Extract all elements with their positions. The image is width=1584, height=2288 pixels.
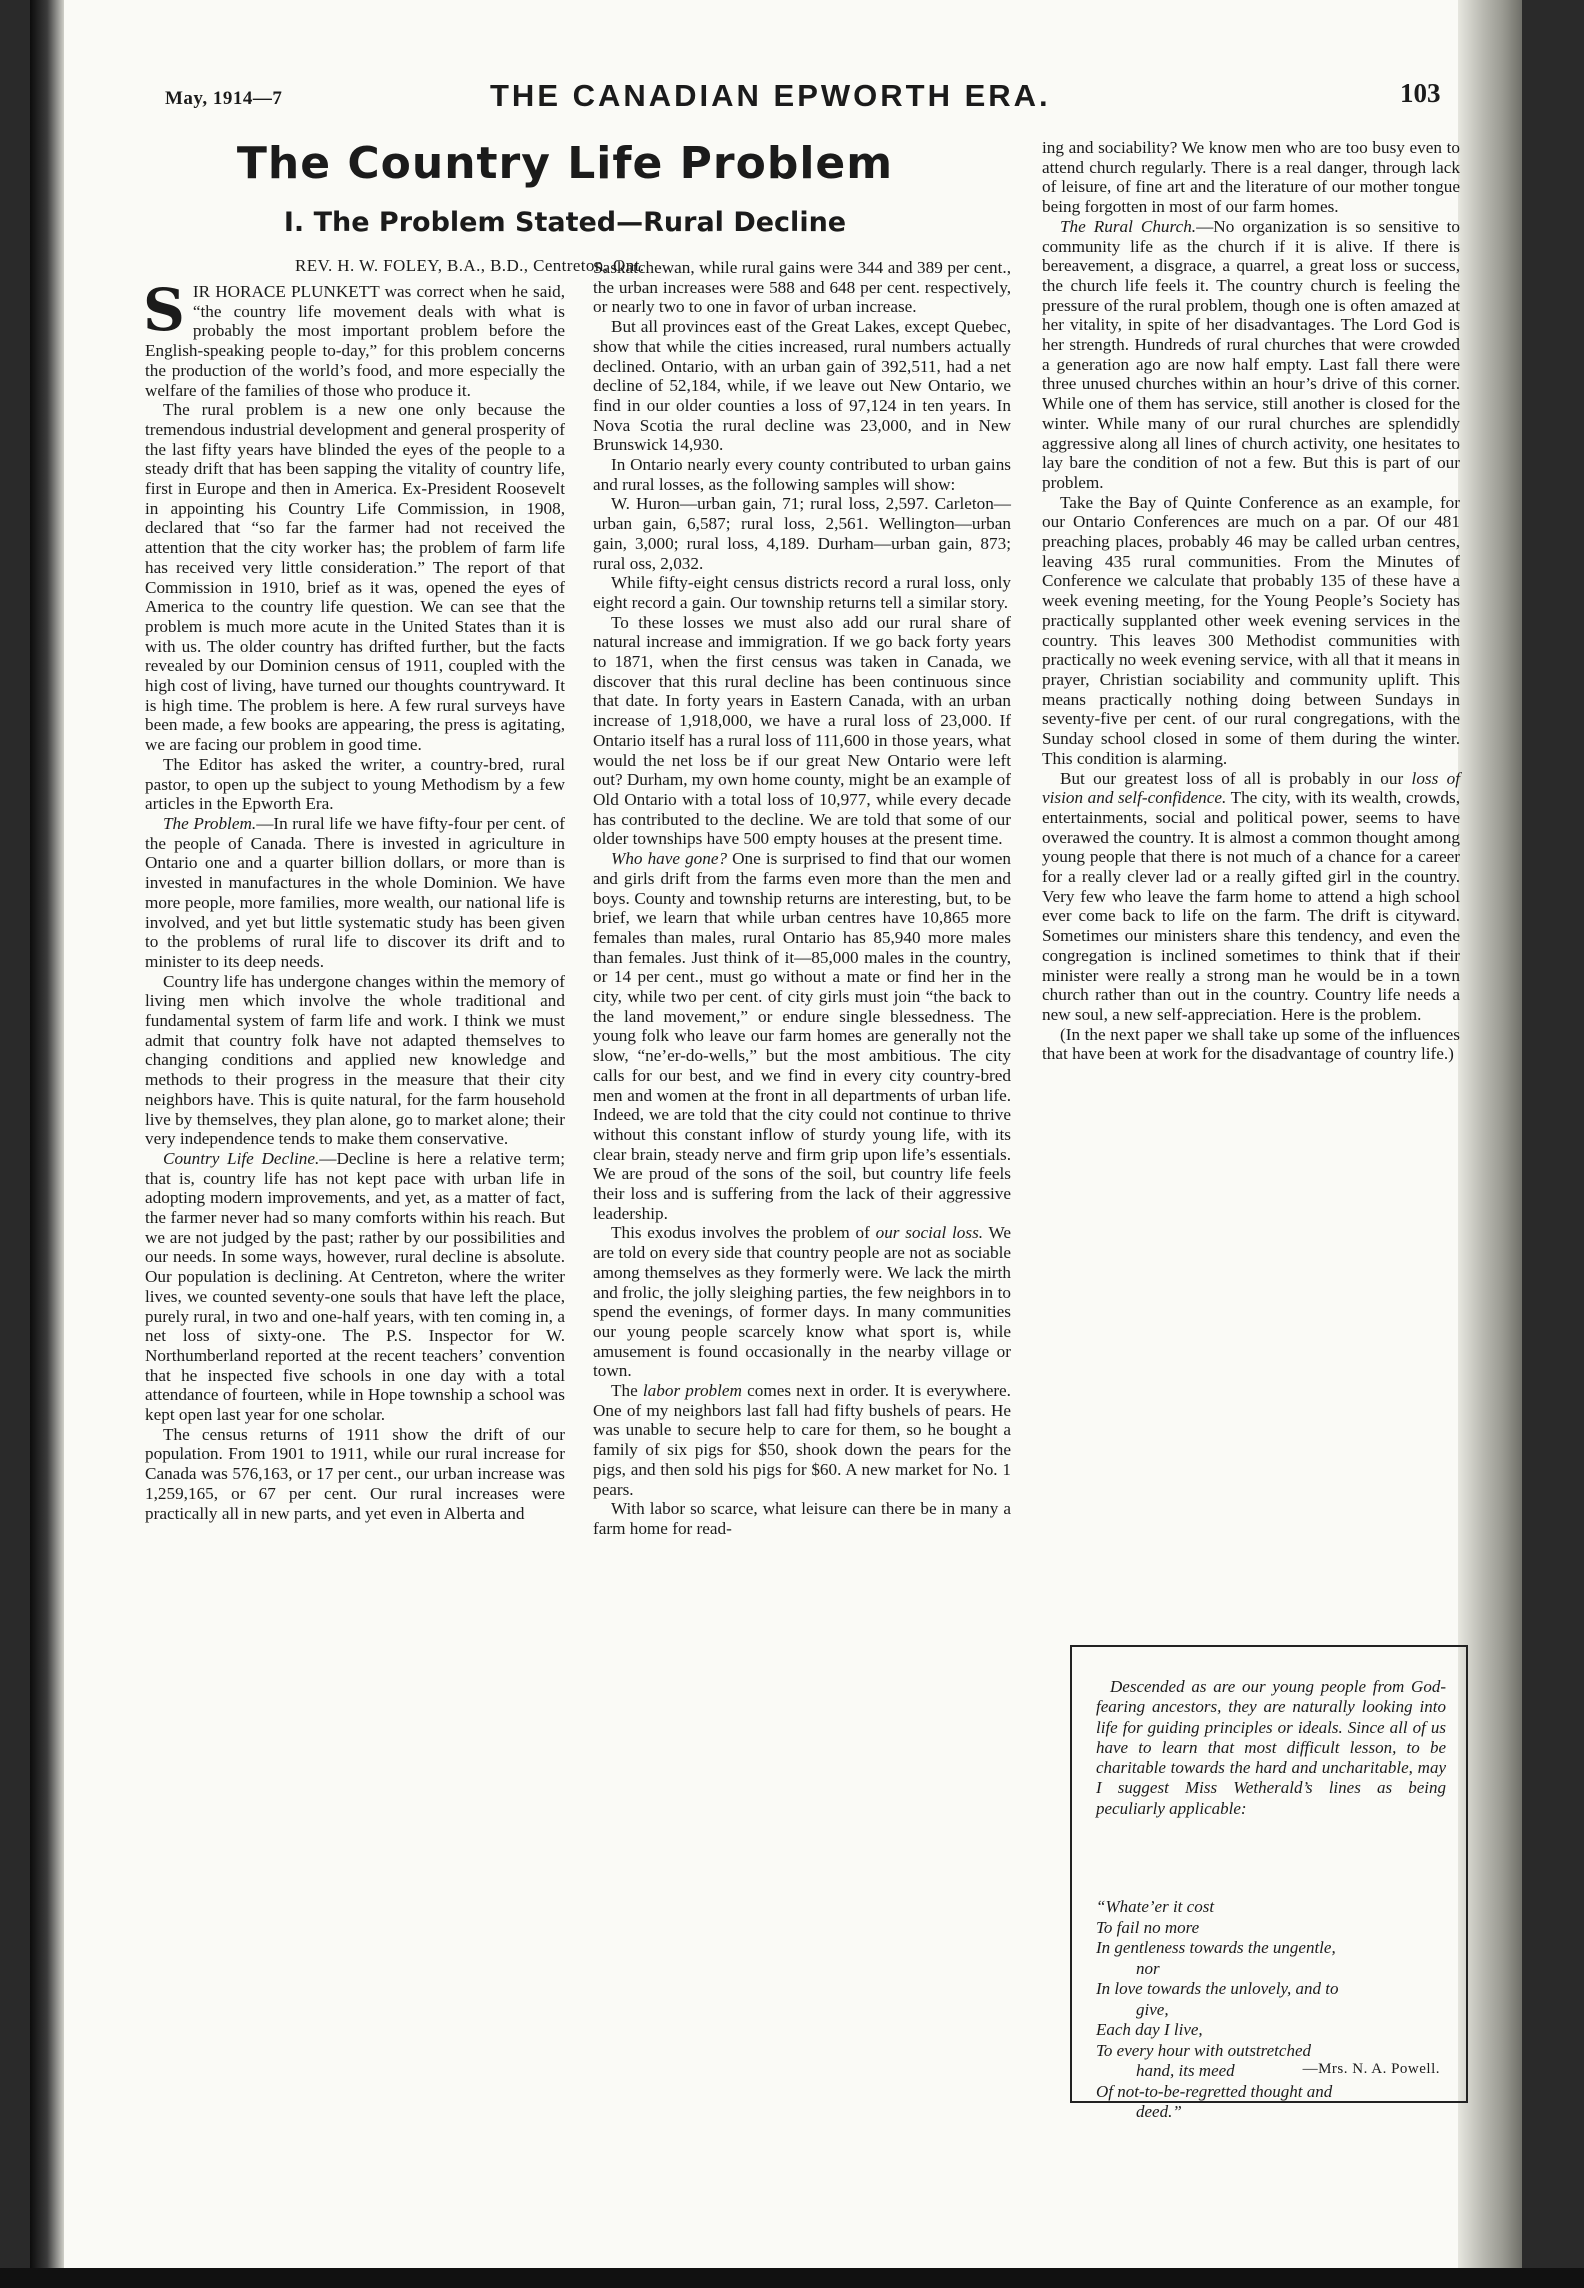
section-label: labor problem — [642, 1381, 742, 1401]
paragraph: The Editor has asked the writer, a country-bred, rural pastor, to open up the subject to young Methodism by a few articles in the Epworth Era. — [145, 754, 565, 814]
paragraph: To these losses we must also add our rural share of natural increase and immigration. If we go back forty years to 1871, when the first census was taken in Canada, we discover that this rural decline has been continuous since that date. In forty years in Eastern Canada, with an urban increase of 1,918,000, we have a rural loss of 23,000. If Ontario itself has a rural loss of 111,600 in those years, what would the net loss be if our great New Ontario were left out? Durham, my own home county, might be an example of Old Ontario with a total loss of 10,977, while every decade has contributed to the decline. We are told that some of our older townships have 500 empty houses at the present time. — [593, 612, 1011, 849]
section-label: our social loss. — [875, 1223, 984, 1243]
paragraph — [145, 814, 565, 972]
paragraph: The census returns of 1911 show the drift of our population. From 1901 to 1911, while our rural increase for Canada was 576,163, or 17 per cent., our urban increase was 1,259,165, or 67 per cent. Our rural increases were practically all in new parts, and yet even in Alberta and — [145, 1424, 565, 1523]
poem-box — [1070, 1645, 1468, 2121]
section-label: Country Life Decline. — [163, 1148, 320, 1168]
poem-lines — [1096, 1897, 1456, 2123]
poem-line: To fail no more — [1096, 1917, 1200, 1937]
poem-line: deed.” — [1136, 2102, 1182, 2121]
poem-intro: Descended as are our young people from God-fearing ancestors, they are naturally looking into life for guiding principles or ideals. Since all of us have to learn that most difficult lesson, to be charitable towards the hard and uncharitable, may I suggest Miss Wetherald’s lines as being peculiarly applicable: — [1096, 1677, 1446, 1818]
paragraph: Country life has undergone changes within the memory of living men which involve the whole traditional and fundamental system of farm life and work. I think we must admit that country folk have not adapted themselves to changing conditions and applied new knowledge and methods to their progress in the measure that their city neighbors have. This is quite natural, for the farm household live by themselves, they plan alone, go to market alone; their very independence tends to make them conservative. — [145, 971, 565, 1149]
paragraph: W. Huron—urban gain, 71; rural loss, 2,597. Carleton—urban gain, 6,587; rural loss, 2,561. Wellington—urban gain, 3,000; rural loss, 4,189. Durham—urban gain, 873; rural oss, 2,032. — [593, 494, 1011, 573]
poem-line: Each day I live, — [1096, 2020, 1203, 2039]
paragraph-text: This exodus involves the problem of — [611, 1223, 876, 1243]
drop-cap: S — [143, 276, 185, 344]
paragraph — [1042, 217, 1460, 493]
section-label: The Problem. — [163, 813, 257, 833]
paragraph-text: But our greatest loss of all is probably in our — [1060, 768, 1412, 788]
paragraph-text: comes next in order. It is everywhere. One of my neighbors last fall had fifty bushels of pears. He was unable to secure help to care for them, so he bought a family of six pigs for $50, shook down the pears for the pigs, and then sold his pigs for $60. A new market for No. 1 pears. — [593, 1381, 1011, 1499]
paragraph: While fifty-eight census districts record a rural loss, only eight record a gain. Our township returns tell a similar story. — [593, 573, 1011, 612]
poem-line: In gentleness towards the ungentle, — [1096, 1938, 1336, 1957]
poem-line: Of not-to-be-regretted thought and — [1096, 2081, 1333, 2101]
section-label: Who have gone? — [611, 849, 728, 869]
paragraph-text: We are told on every side that country people are not as sociable among themselves as they formerly were. We lack the mirth and frolic, the jolly sleighing parties, the few neighbors in to spend the evenings, of former days. In many communities our young people scarcely know what sport is, while amusement is found occasionally in the nearby village or town. — [593, 1223, 1011, 1381]
paragraph — [593, 1223, 1011, 1381]
paragraph-text: IR HORACE PLUNKETT was correct when he said, “the country life movement deals with what is probably the most important problem before the English-speaking people to-day,” for this problem concerns the production of the world’s food, and more especially the welfare of the families of those who produce it. — [145, 282, 565, 400]
paragraph-text: The city, with its wealth, crowds, entertainments, social and political power, seems to have overawed the country. It is almost a common thought among young people that there is not much of a chance for a career for a really clever lad or a really gifted girl in the country. Very few who leave the farm home to attend a high school ever come back to life on the farm. The drift is cityward. Sometimes our ministers share this tendency, and even the congregation is inclined sometimes to think that if their minister were really a strong man he would be in a town church rather than out in the country. Country life needs a new soul, a new self-appreciation. Here is the problem. — [1042, 788, 1460, 1024]
section-label: The Rural Church. — [1060, 216, 1197, 236]
paragraph: Take the Bay of Quinte Conference as an example, for our Ontario Conferences are much on a par. Of our 481 preaching places, probably 46 may be called urban centres, leaving 435 rural communities. From the Minutes of Conference we calculate that probably 135 of these have a week evening meeting, for the Young People’s Society has practically supplanted other week evening services in the country. This leaves 300 Methodist communities with practically no week evening service, with all that it means in prayer, Christian sociability and community uplift. This means practically nothing doing between Sundays in seventy-five per cent. of our rural congregations, with the Sunday school closed in some of them during the winter. This condition is alarming. — [1042, 492, 1460, 768]
article-column-3 — [1042, 138, 1460, 1064]
paragraph-text: The — [611, 1381, 643, 1401]
paragraph: ing and sociability? We know men who are too busy even to attend church regularly. There is a real danger, through lack of leisure, of fine art and the literature of our mother tongue being forgotten in most of our farm homes. — [1042, 138, 1460, 217]
paragraph: But all provinces east of the Great Lakes, except Quebec, show that while the cities increased, rural numbers actually declined. Ontario, with an urban gain of 392,511, had a net decline of 52,184, while, if we leave out New Ontario, we find in our older counties a loss of 97,124 in ten years. In Nova Scotia the rural decline was 23,000, and in New Brunswick 14,930. — [593, 317, 1011, 455]
paragraph: The rural problem is a new one only because the tremendous industrial development and general prosperity of the last fifty years have blinded the eyes of the people to a steady drift that has been sapping the vitality of country life, first in Europe and then in America. Ex-President Roosevelt in appointing his Country Life Commission, in 1908, declared that “so far the farmer had not received the attention that the city worker has; the problem of farm life has received very little consideration.” The report of that Commission in 1910, brief as it was, opened the eyes of America to the country life question. We can see that the problem is much more acute in the United States than it is with us. The older country has drifted further, but the facts revealed by our Dominion census of 1911, coupled with the high cost of living, have turned our thoughts countryward. It is high time. The problem is here. A few rural surveys have been made, a few books are appearing, the press is agitating, we are facing our problem in good time. — [145, 400, 565, 755]
poem-line: hand, its meed — [1136, 2061, 1235, 2080]
paragraph — [145, 1149, 565, 1425]
issue-date: May, 1914—7 — [165, 88, 283, 109]
article-subtitle: I. The Problem Stated—Rural Decline — [283, 207, 847, 238]
paragraph: (In the next paper we shall take up some of the influences that have been at work for the disadvantage of country life.) — [1042, 1024, 1460, 1064]
poem-line: In love towards the unlovely, and to — [1096, 1979, 1339, 1998]
magazine-page — [30, 0, 1522, 2268]
scan-border — [0, 2268, 1584, 2288]
paragraph — [593, 1381, 1011, 1499]
paragraph — [1042, 769, 1460, 1025]
poem-attribution: —Mrs. N. A. Powell. — [1302, 2061, 1440, 2077]
publication-title: THE CANADIAN EPWORTH ERA. — [490, 78, 1051, 113]
book-binding — [30, 0, 64, 2268]
paragraph-text: One is surprised to find that our women and girls drift from the farms even more than the men and boys. County and township returns are interesting, but, to be brief, we learn that while urban centres have 10,865 more females than males, rural Ontario has 85,940 more males than females. Just think of it—85,000 males in the country, or 14 per cent., must go without a mate or find her in the city, while two per cent. of city girls must join “the back to the land movement,” or endure single blessedness. The young folk who leave our farm homes are generally not the slow, “ne’er-do-wells,” but the most ambitious. The city calls for our best, and we find in every city country-bred men and women at the front in all departments of urban life. Indeed, we are told that the city could not continue to thrive without this constant inflow of sturdy young life, with its clear brain, steady nerve and firm grip upon life’s essentials. We are proud of the sons of the soil, but country life feels their loss and is suffering from the lack of their aggressive leadership. — [593, 849, 1011, 1223]
paragraph: Saskatchewan, while rural gains were 344 and 389 per cent., the urban increases were 588 and 648 per cent. respectively, or nearly two to one in favor of urban increase. — [593, 258, 1011, 317]
poem-line: To every hour with outstretched — [1096, 2040, 1311, 2060]
paragraph — [143, 276, 565, 400]
page-number: 103 — [1400, 78, 1441, 108]
article-column-2 — [593, 258, 1011, 1539]
poem-line: nor — [1136, 1958, 1160, 1978]
paragraph-text: —Decline is here a relative term; that is, country life has not kept pace with urban life in adopting modern improvements, and yet, as a matter of fact, the farmer never had so many comforts within his reach. But we are not judged by the past; rather by our possibilities and our needs. In some ways, however, rural decline is absolute. Our population is declining. At Centreton, where the writer lives, we counted seventy-one souls that have left the place, purely rural, in two and one-half years, with ten coming in, a net loss of sixty-one. The P.S. Inspector for W. Northumberland reported at the recent teachers’ convention that he inspected five schools in one day with a total attendance of fourteen, while in Hope township a school was kept open last year for one scholar. — [145, 1148, 565, 1425]
section-label: loss of vision and self-confidence. — [1042, 768, 1460, 808]
paragraph — [593, 849, 1011, 1223]
poem-line: “Whate’er it cost — [1096, 1897, 1215, 1916]
paragraph: In Ontario nearly every county contributed to urban gains and rural losses, as the following samples will show: — [593, 455, 1011, 494]
article-byline: REV. H. W. FOLEY, B.A., B.D., Centreton, Ont. — [295, 256, 645, 275]
paragraph: With labor so scarce, what leisure can there be in many a farm home for read- — [593, 1499, 1011, 1538]
article-column-1 — [143, 276, 565, 1523]
poem-line: give, — [1136, 1999, 1169, 2019]
paragraph-text: —No organization is so sensitive to community life as the church if it is alive. If there is bereavement, a disgrace, a quarrel, a great loss or success, the church life feels it. The country church is feeling the pressure of the rural problem, though one is often amazed at her vitality, in spite of her disadvantages. The Lord God is her strength. Hundreds of rural churches that were crowded a generation ago are now half empty. Last fall there were three unused churches within an hour’s drive of this corner. While one of them has service, still another is closed for the winter. While many of our rural churches are splendidly aggressive along all lines of church activity, one hesitates to lay bare the condition of not a few. But this is part of our problem. — [1042, 216, 1460, 492]
paragraph-text: —In rural life we have fifty-four per cent. of the people of Canada. There is invested in agriculture in Ontario one and a quarter billion dollars, or more than is invested in manufactures in the whole Dominion. We have more people, more families, more wealth, our national life is involved, and yet but little systematic study has been given to the problems of rural life to discover its drift and to minister to its deep needs. — [145, 813, 565, 971]
article-title: The Country Life Problem — [236, 138, 894, 189]
